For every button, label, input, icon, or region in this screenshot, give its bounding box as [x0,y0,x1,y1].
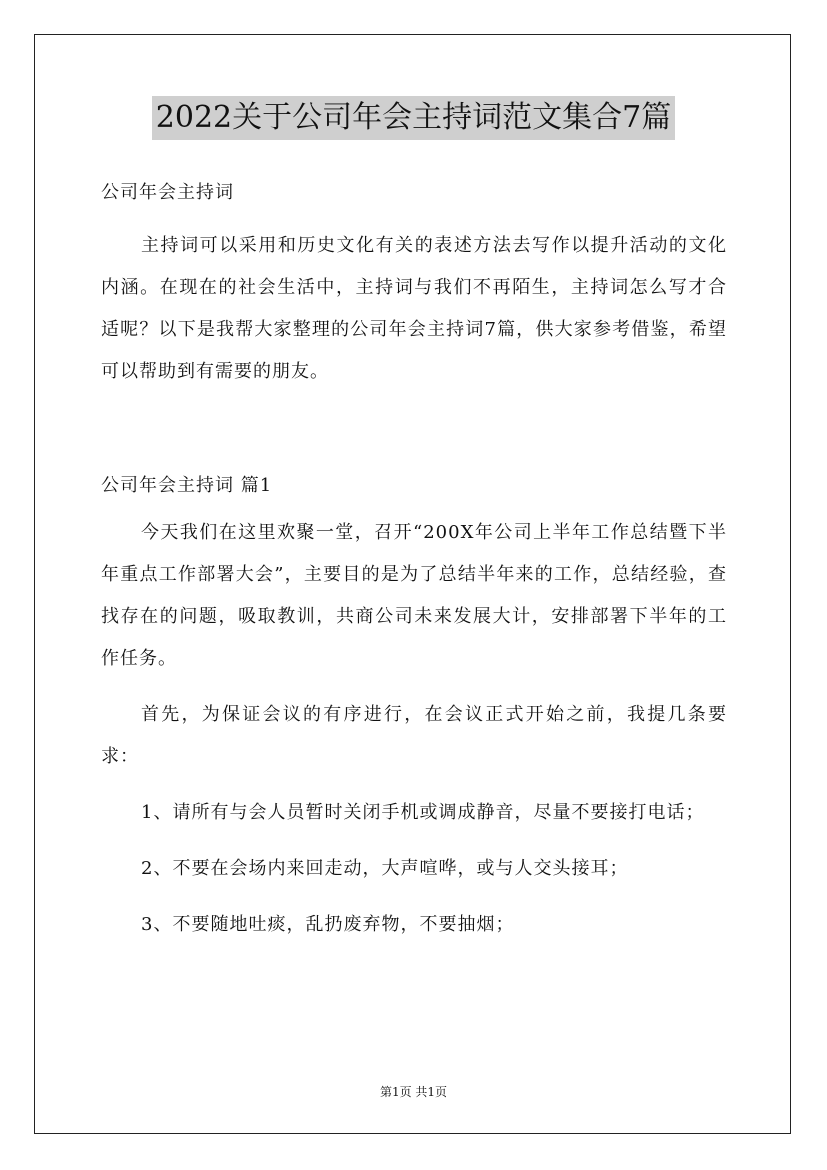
section1-paragraph-2: 首先，为保证会议的有序进行，在会议正式开始之前，我提几条要求： [101,704,727,767]
section1-paragraph-1: 今天我们在这里欢聚一堂，召开“200X年公司上半年工作总结暨下半年重点工作部署大会”，主要目的是为了总结半年来的工作，总结经验，查找存在的问题，吸取教训，共商公司未来发展大计，安排部署下半年的工作任务。 [101,522,727,669]
section1-item-3: 3、不要随地吐痰，乱扔废弃物，不要抽烟； [141,914,515,935]
document-title: 2022关于公司年会主持词范文集合7篇 [152,96,675,140]
section1-heading: 公司年会主持词 篇1 [101,475,273,496]
intro-paragraph: 主持词可以采用和历史文化有关的表述方法去写作以提升活动的文化内涵。在现在的社会生活中，主持词与我们不再陌生，主持词怎么写才合适呢？以下是我帮大家整理的公司年会主持词7篇，供大家参考借鉴，希望可以帮助到有需要的朋友。 [101,235,727,382]
intro-heading: 公司年会主持词 [101,182,234,203]
section1-item-1: 1、请所有与会人员暂时关闭手机或调成静音，尽量不要接打电话； [141,802,705,823]
section1-item-2: 2、不要在会场内来回走动，大声喧哗，或与人交头接耳； [141,858,629,879]
document-body [101,172,727,946]
title-wrap [0,96,827,140]
page-footer: 第1页 共1页 [379,1085,448,1099]
